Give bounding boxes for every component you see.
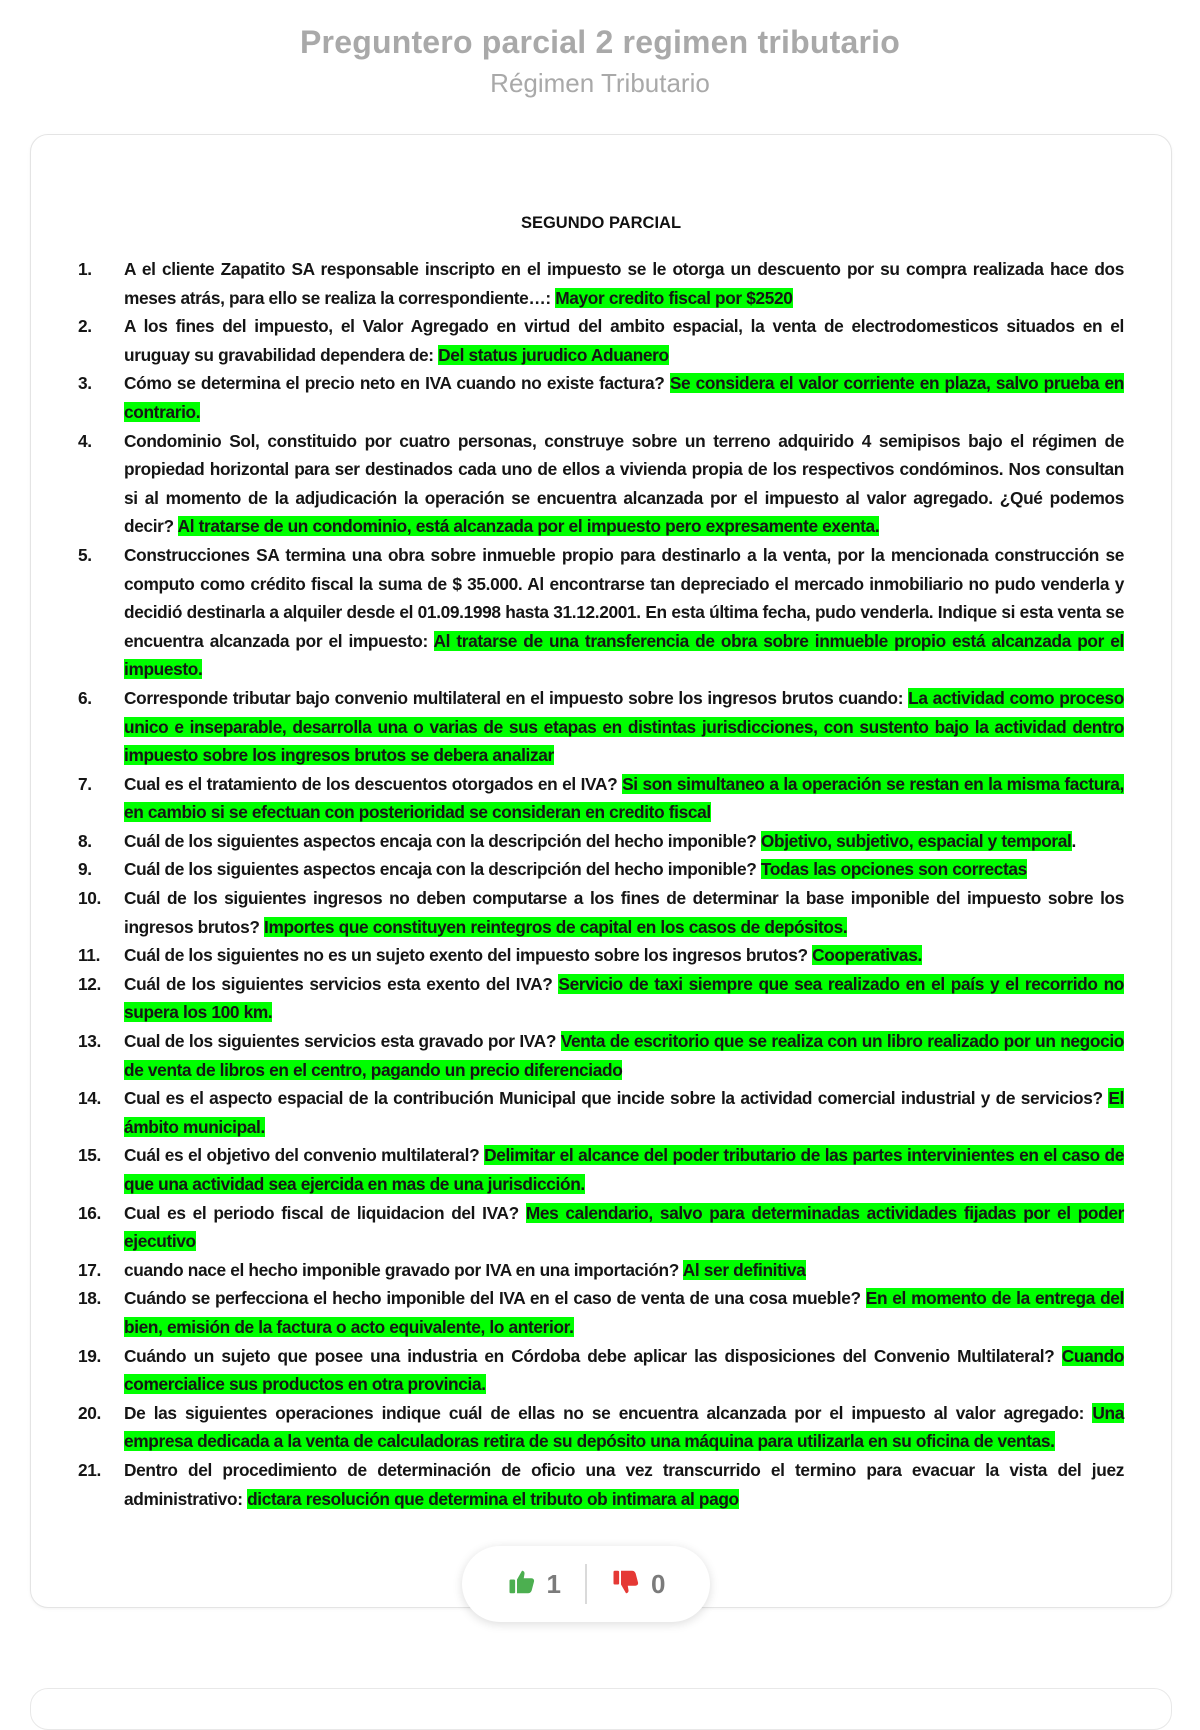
- page-title: Preguntero parcial 2 regimen tributario: [300, 24, 900, 60]
- question-number: 21.: [78, 1459, 101, 1480]
- question-item: [78, 1027, 1124, 1084]
- question-number: 1.: [78, 259, 92, 279]
- question-item: [78, 970, 1124, 1027]
- question-number: 10.: [78, 888, 101, 909]
- question-number: 14.: [78, 1088, 101, 1109]
- question-text: Cual es el tratamiento de los descuentos otorgados en el IVA?: [124, 773, 623, 794]
- question-text: Cómo se determina el precio neto en IVA cuando no existe factura?: [124, 373, 670, 394]
- page-subtitle: Régimen Tributario: [490, 68, 710, 98]
- question-number: 18.: [78, 1288, 101, 1309]
- page-header: [0, 0, 1200, 100]
- question-text: Corresponde tributar bajo convenio multilateral en el impuesto sobre los ingresos brutos cuando:: [124, 687, 909, 708]
- highlighted-answer: Del status jurudico Aduanero: [438, 344, 669, 365]
- question-text: Cuál de los siguientes ingresos no deben computarse a los fines de determinar la base imponible del impuesto sobre los ingresos brutos?: [124, 888, 1124, 937]
- highlighted-answer: Objetivo, subjetivo, espacial y temporal: [760, 830, 1072, 851]
- like-button[interactable]: [483, 1567, 585, 1602]
- question-number: 6.: [78, 687, 92, 708]
- highlighted-answer: La actividad como proceso unico e inseparable, desarrolla una o varias de sus etapas en distintas jurisdicciones, con sustento bajo la actividad dentro impuesto sobre los ingresos brutos se debera analizar: [124, 687, 1124, 766]
- question-item: [78, 541, 1124, 684]
- question-number: 7.: [78, 773, 92, 794]
- question-item: [78, 427, 1124, 541]
- question-item: [78, 369, 1124, 426]
- question-number: 19.: [78, 1345, 101, 1366]
- question-text: Cuál de los siguientes aspectos encaja con la descripción del hecho imponible?: [124, 859, 761, 880]
- question-number: 2.: [78, 316, 92, 337]
- question-text: Cual de los siguientes servicios esta gravado por IVA?: [124, 1031, 561, 1052]
- question-text: Cuándo un sujeto que posee una industria en Córdoba debe aplicar las disposiciones del Convenio Multilateral?: [124, 1345, 1062, 1366]
- question-text: Cual es el aspecto espacial de la contribución Municipal que incide sobre la actividad comercial industrial y de servicios?: [124, 1088, 1109, 1109]
- highlighted-answer: Una empresa dedicada a la venta de calculadoras retira de su depósito una máquina para utilizarla en su oficina de ventas.: [124, 1402, 1124, 1452]
- question-item: [78, 1084, 1124, 1141]
- highlighted-answer: Todas las opciones son correctas: [760, 859, 1027, 880]
- question-text: Cuál es el objetivo del convenio multilateral?: [124, 1145, 485, 1166]
- thumbs-down-icon: [611, 1567, 641, 1602]
- next-card-edge: [30, 1688, 1172, 1730]
- question-item: [78, 1399, 1124, 1456]
- highlighted-answer: Mes calendario, salvo para determinadas actividades fijadas por el poder ejecutivo: [124, 1202, 1124, 1252]
- question-item: [78, 1456, 1124, 1513]
- question-item: [78, 941, 1124, 970]
- like-count: 1: [546, 1568, 561, 1599]
- question-text: Cuál de los siguientes aspectos encaja con la descripción del hecho imponible?: [124, 830, 761, 851]
- question-text: Condominio Sol, constituido por cuatro personas, construye sobre un terreno adquirido 4 semipisos bajo el régimen de propiedad horizontal para ser destinados cada uno de ellos a vivienda propia de los respectivos condóminos. Nos consultan si al momento de la adjudicación la operación se encuentra alcanzada por el impuesto al valor agregado. ¿Qué podemos decir?: [124, 430, 1124, 537]
- question-number: 16.: [78, 1202, 101, 1223]
- highlighted-answer: Venta de escritorio que se realiza con un libro realizado por un negocio de venta de libros en el centro, pagando un precio diferenciado: [124, 1031, 1124, 1080]
- highlighted-answer: Delimitar el alcance del poder tributario de las partes intervinientes en el caso de que una actividad sea ejercida en mas de una jurisdicción.: [124, 1145, 1124, 1194]
- highlighted-answer: El ámbito municipal.: [124, 1088, 1124, 1137]
- highlighted-answer: Si son simultaneo a la operación se restan en la misma factura, en cambio si se efectuan con posterioridad se consideran en credito fiscal: [124, 773, 1124, 823]
- question-number: 5.: [78, 544, 92, 565]
- highlighted-answer: dictara resolución que determina el tributo ob intimara al pago: [247, 1488, 739, 1509]
- vote-bar: [462, 1546, 710, 1622]
- highlighted-answer: Importes que constituyen reintegros de capital en los casos de depósitos.: [264, 916, 848, 937]
- question-number: 9.: [78, 859, 92, 880]
- question-list: [78, 255, 1124, 1513]
- answer-trailing-text: .: [1071, 830, 1076, 851]
- question-text: cuando nace el hecho imponible gravado por IVA en una importación?: [124, 1259, 683, 1280]
- question-number: 20.: [78, 1402, 101, 1423]
- thumbs-up-icon: [507, 1567, 537, 1602]
- question-number: 17.: [78, 1259, 101, 1280]
- highlighted-answer: Al ser definitiva: [682, 1259, 806, 1280]
- dislike-button[interactable]: [587, 1567, 689, 1602]
- question-text: Cual es el periodo fiscal de liquidacion del IVA?: [124, 1202, 526, 1223]
- question-text: Dentro del procedimiento de determinación de oficio una vez transcurrido el termino para evacuar la vista del juez administrativo:: [124, 1459, 1124, 1509]
- question-number: 12.: [78, 973, 101, 994]
- highlighted-answer: Cooperativas.: [812, 945, 922, 966]
- section-heading: SEGUNDO PARCIAL: [520, 214, 682, 232]
- dislike-count: 0: [651, 1568, 666, 1599]
- question-item: [78, 855, 1124, 884]
- highlighted-answer: Se considera el valor corriente en plaza, salvo prueba en contrario.: [124, 373, 1124, 422]
- highlighted-answer: En el momento de la entrega del bien, emisión de la factura o acto equivalente, lo anterior.: [124, 1288, 1124, 1337]
- question-number: 3.: [78, 373, 92, 394]
- question-text: Cuál de los siguientes no es un sujeto exento del impuesto sobre los ingresos brutos?: [124, 945, 813, 966]
- question-number: 11.: [78, 945, 101, 966]
- question-number: 4.: [78, 430, 92, 451]
- question-number: 13.: [78, 1031, 101, 1052]
- question-item: [78, 770, 1124, 827]
- question-text: A el cliente Zapatito SA responsable inscripto en el impuesto se le otorga un descuento por su compra realizada hace dos meses atrás, para ello se realiza la correspondiente…:: [124, 259, 1124, 308]
- highlighted-answer: Mayor credito fiscal por $2520: [555, 287, 793, 308]
- question-text: Cuál de los siguientes servicios esta exento del IVA?: [124, 973, 559, 994]
- question-number: 8.: [78, 830, 92, 851]
- question-item: [78, 255, 1124, 312]
- question-item: [78, 312, 1124, 369]
- highlighted-answer: Cuando comercialice sus productos en otra provincia.: [124, 1345, 1124, 1395]
- highlighted-answer: Servicio de taxi siempre que sea realizado en el país y el recorrido no supera los 100 km.: [124, 973, 1124, 1023]
- question-text: Cuándo se perfecciona el hecho imponible del IVA en el caso de venta de una cosa mueble?: [124, 1288, 866, 1309]
- highlighted-answer: Al tratarse de una transferencia de obra sobre inmueble propio está alcanzada por el impuesto.: [124, 630, 1124, 680]
- question-item: [78, 1141, 1124, 1198]
- highlighted-answer: Al tratarse de un condominio, está alcanzada por el impuesto pero expresamente exenta.: [177, 516, 880, 537]
- question-item: [78, 1199, 1124, 1256]
- question-item: [78, 827, 1124, 856]
- question-item: [78, 1342, 1124, 1399]
- question-item: [78, 1256, 1124, 1285]
- question-number: 15.: [78, 1145, 101, 1166]
- document-content: [78, 214, 1124, 1513]
- question-item: [78, 1284, 1124, 1341]
- question-text: De las siguientes operaciones indique cuál de ellas no se encuentra alcanzada por el impuesto al valor agregado:: [124, 1402, 1093, 1423]
- question-item: [78, 884, 1124, 941]
- question-text: A los fines del impuesto, el Valor Agregado en virtud del ambito espacial, la venta de electrodomesticos situados en el uruguay su gravabilidad dependera de:: [124, 316, 1124, 365]
- question-item: [78, 684, 1124, 770]
- question-text: Construcciones SA termina una obra sobre inmueble propio para destinarlo a la venta, por la mencionada construcción se computo como crédito fiscal la suma de $ 35.000. Al encontrarse tan depreciado el mercado inmobiliario no pudo venderla y decidió destinarla a alquiler desde el 01.09.1998 hasta 31.12.2001. En esta última fecha, pudo venderla. Indique si esta venta se encuentra alcanzada por el impuesto:: [124, 544, 1124, 651]
